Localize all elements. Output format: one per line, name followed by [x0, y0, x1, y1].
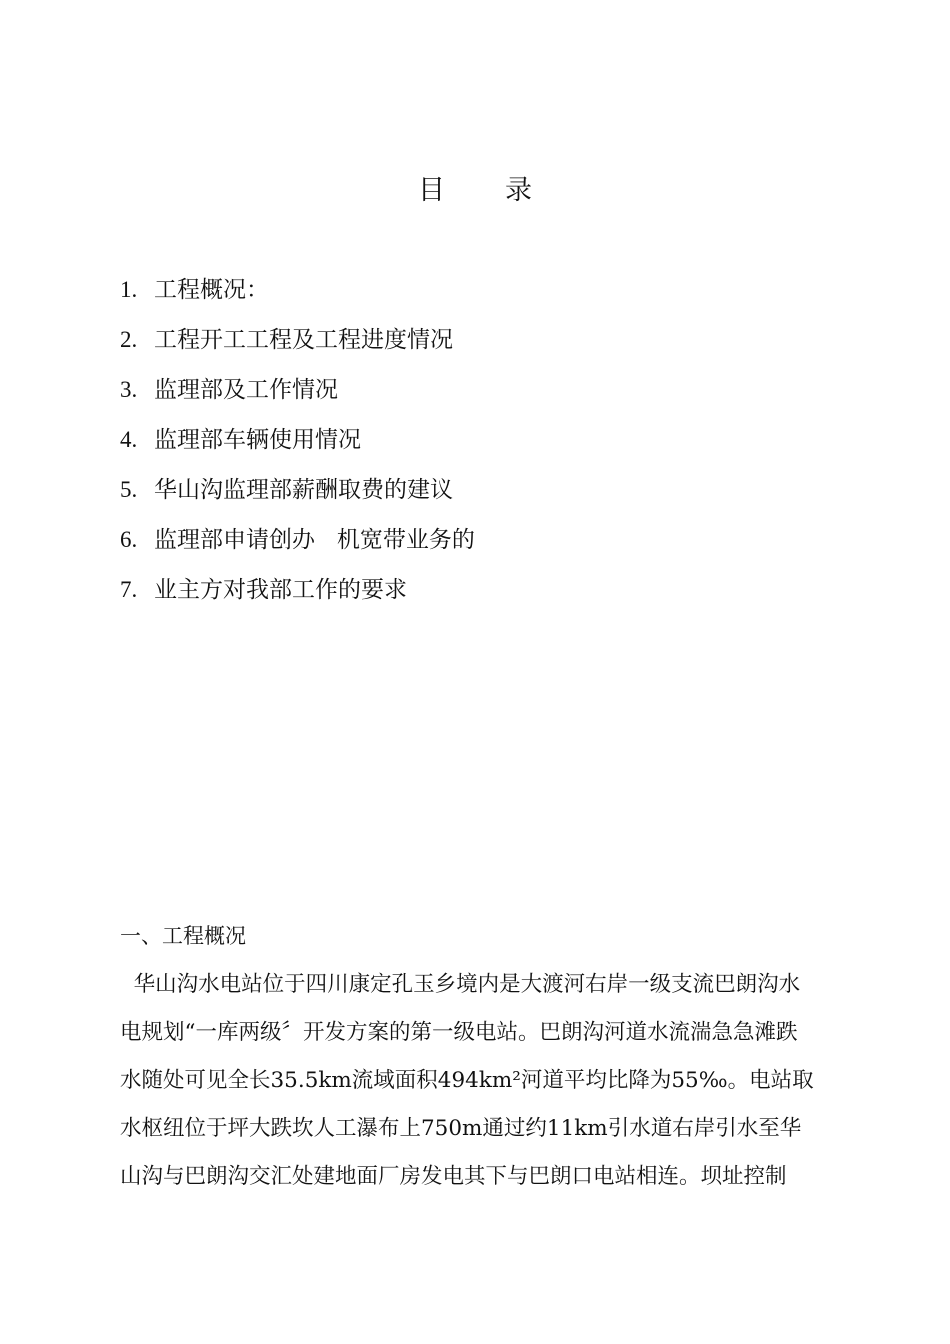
body-line: 电规划“一库两级〞开发方案的第一级电站。巴朗沟河道水流湍急急滩跌 — [120, 1020, 798, 1045]
toc-item-number: 3. — [120, 377, 138, 402]
toc-item — [120, 470, 840, 520]
toc-list — [120, 270, 840, 620]
toc-item-number: 4. — [120, 427, 138, 452]
toc-title-right: 录 — [505, 175, 532, 206]
toc-item — [120, 420, 840, 470]
toc-item-number: 7. — [120, 577, 138, 602]
toc-item-text: 监理部车辆使用情况 — [154, 427, 361, 453]
toc-item — [120, 520, 840, 570]
toc-item — [120, 270, 840, 320]
toc-item-text: 业主方对我部工作的要求 — [154, 577, 407, 603]
body-line: 山沟与巴朗沟交汇处建地面厂房发电其下与巴朗口电站相连。坝址控制 — [120, 1164, 787, 1189]
toc-title — [0, 168, 950, 207]
toc-item — [120, 320, 840, 370]
toc-item-text: 工程概况： — [154, 277, 269, 303]
toc-item-number: 2. — [120, 327, 138, 352]
section-body — [120, 966, 840, 1206]
toc-item-text: 华山沟监理部薪酬取费的建议 — [154, 477, 453, 503]
toc-title-left: 目 — [418, 175, 445, 206]
toc-item-text: 监理部及工作情况 — [154, 377, 338, 403]
body-line: 水枢纽位于坪大跌坎人工瀑布上750m通过约11km引水道右岸引水至华 — [120, 1116, 802, 1141]
section-heading: 一、工程概况 — [120, 924, 246, 948]
toc-item-number: 5. — [120, 477, 138, 502]
body-line: 华山沟水电站位于四川康定孔玉乡境内是大渡河右岸一级支流巴朗沟水 — [120, 972, 801, 997]
toc-item-number: 1. — [120, 277, 138, 302]
toc-item — [120, 370, 840, 420]
toc-item-text: 监理部申请创办 机宽带业务的 — [154, 527, 475, 553]
toc-item-text: 工程开工工程及工程进度情况 — [154, 327, 453, 353]
toc-item — [120, 570, 840, 620]
body-line: 水随处可见全长35.5km流域面积494km²河道平均比降为55‰。电站取 — [120, 1068, 814, 1093]
toc-item-number: 6. — [120, 527, 138, 552]
